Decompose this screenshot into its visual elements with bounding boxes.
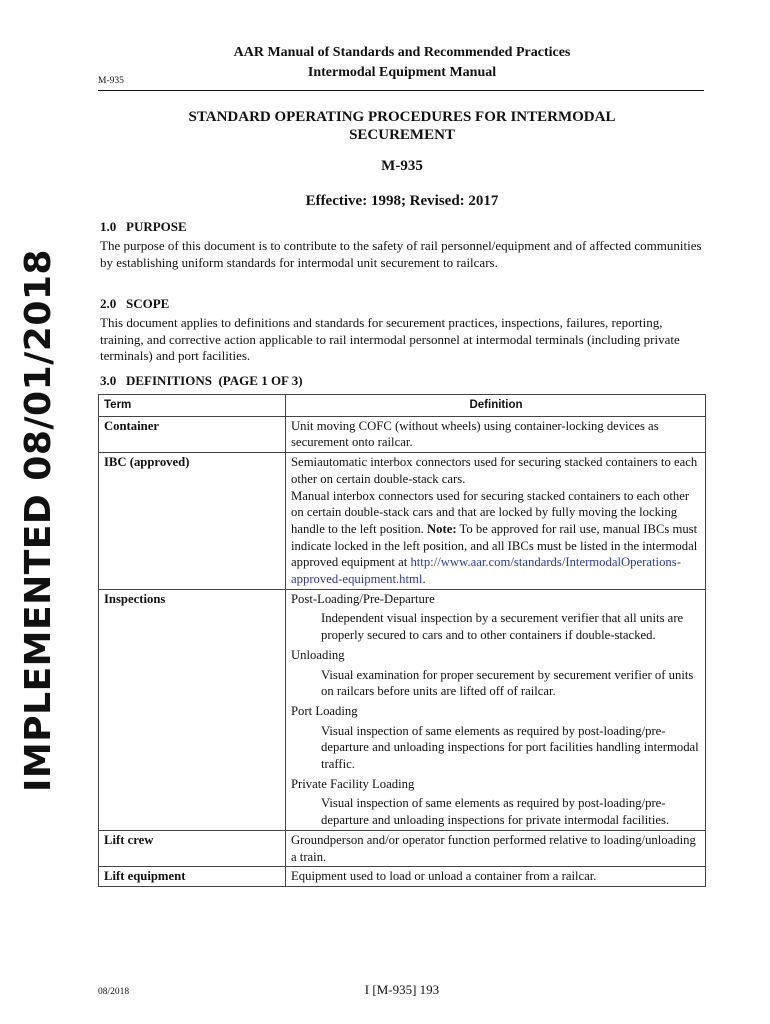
definition-container: Unit moving COFC (without wheels) using container-locking devices as securement onto railcar. [286,416,706,452]
scope-heading: 2.0 SCOPE [100,296,170,311]
footer-page-number: I [M-935] 193 [364,982,440,997]
table-row [99,830,706,866]
inspection-type-private-facility: Private Facility Loading [291,776,415,791]
term-inspections: Inspections [99,589,286,830]
document-title-line1: STANDARD OPERATING PROCEDURES FOR INTERMODAL [188,109,616,125]
purpose-heading: 1.0 PURPOSE [100,219,187,234]
table-header-row [99,395,706,417]
term-lift-crew: Lift crew [99,830,286,866]
document-code: M-935 [381,158,423,174]
purpose-text: The purpose of this document is to contribute to the safety of rail personnel/equipment and of affected communities by establishing uniform standards for intermodal unit securement to railcars. [100,238,702,270]
manual-subtitle: Intermodal Equipment Manual [307,65,497,80]
table-row [99,589,706,830]
header-code: M-935 [98,76,124,86]
inspection-desc-unloading: Visual examination for proper securement by securement verifier of units on railcars before units are lifted off of railcar. [321,667,694,699]
document-title [100,108,704,144]
definition-column-header: Definition [286,395,706,417]
manual-title: AAR Manual of Standards and Recommended Practices [233,45,571,60]
ibc-semiautomatic-text: Semiautomatic interbox connectors used for securing stacked containers to each other on certain double-stack cars. [291,455,698,486]
implemented-stamp [8,248,68,792]
table-row [99,416,706,452]
definitions-heading: 3.0 DEFINITIONS (PAGE 1 OF 3) [100,373,303,388]
implemented-stamp-text: IMPLEMENTED 08/01/2018 [17,248,59,792]
term-lift-equipment: Lift equipment [99,867,286,887]
inspection-type-port-loading: Port Loading [291,703,358,718]
inspection-desc-post-loading: Independent visual inspection by a securement verifier that all units are properly secured to cars and to other containers if double-stacked. [321,611,684,643]
definition-lift-crew: Groundperson and/or operator function performed relative to loading/unloading a train. [286,830,706,866]
document-title-line2: SECUREMENT [349,127,455,143]
manual-header [100,43,704,83]
definition-inspections [286,589,706,830]
ibc-manual-text [291,488,701,588]
header-rule [98,90,704,91]
inspection-type-unloading: Unloading [291,647,345,662]
note-label: Note: [427,521,457,536]
effective-date: Effective: 1998; Revised: 2017 [305,193,499,209]
definition-ibc [286,453,706,590]
table-row [99,453,706,590]
term-column-header: Term [99,395,286,417]
ibc-manual-text-b: To be approved for rail use, manual IBCs must indicate locked in the left position, and all IBCs must be listed in the intermodal approved equipment at [291,521,698,570]
inspection-type-post-loading: Post-Loading/Pre-Departure [291,591,435,606]
term-container: Container [99,416,286,452]
ibc-manual-text-a: Manual interbox connectors used for securing stacked containers to each other on certain double-stack cars and that are locked by fully moving the locking handle to the left position. [291,488,690,536]
inspection-desc-port-loading: Visual inspection of same elements as required by post-loading/pre-departure and unloading inspections for port facilities handling intermodal traffic. [321,723,699,772]
footer-date: 08/2018 [98,987,130,997]
scope-text: This document applies to definitions and standards for securement practices, inspections, failures, reporting, training, and corrective action applicable to rail intermodal personnel at intermodal terminals (including private terminals) and port facilities. [100,315,680,363]
ibc-manual-text-c: . [422,572,426,587]
term-ibc: IBC (approved) [99,453,286,590]
approved-equipment-link[interactable]: http://www.aar.com/standards/IntermodalOperations-approved-equipment.html [291,555,681,587]
inspection-desc-private-facility: Visual inspection of same elements as required by post-loading/pre-departure and unloading inspections for private intermodal facilities. [321,796,670,828]
definition-lift-equipment: Equipment used to load or unload a container from a railcar. [286,867,706,887]
definitions-table [98,394,706,887]
table-row [99,867,706,887]
